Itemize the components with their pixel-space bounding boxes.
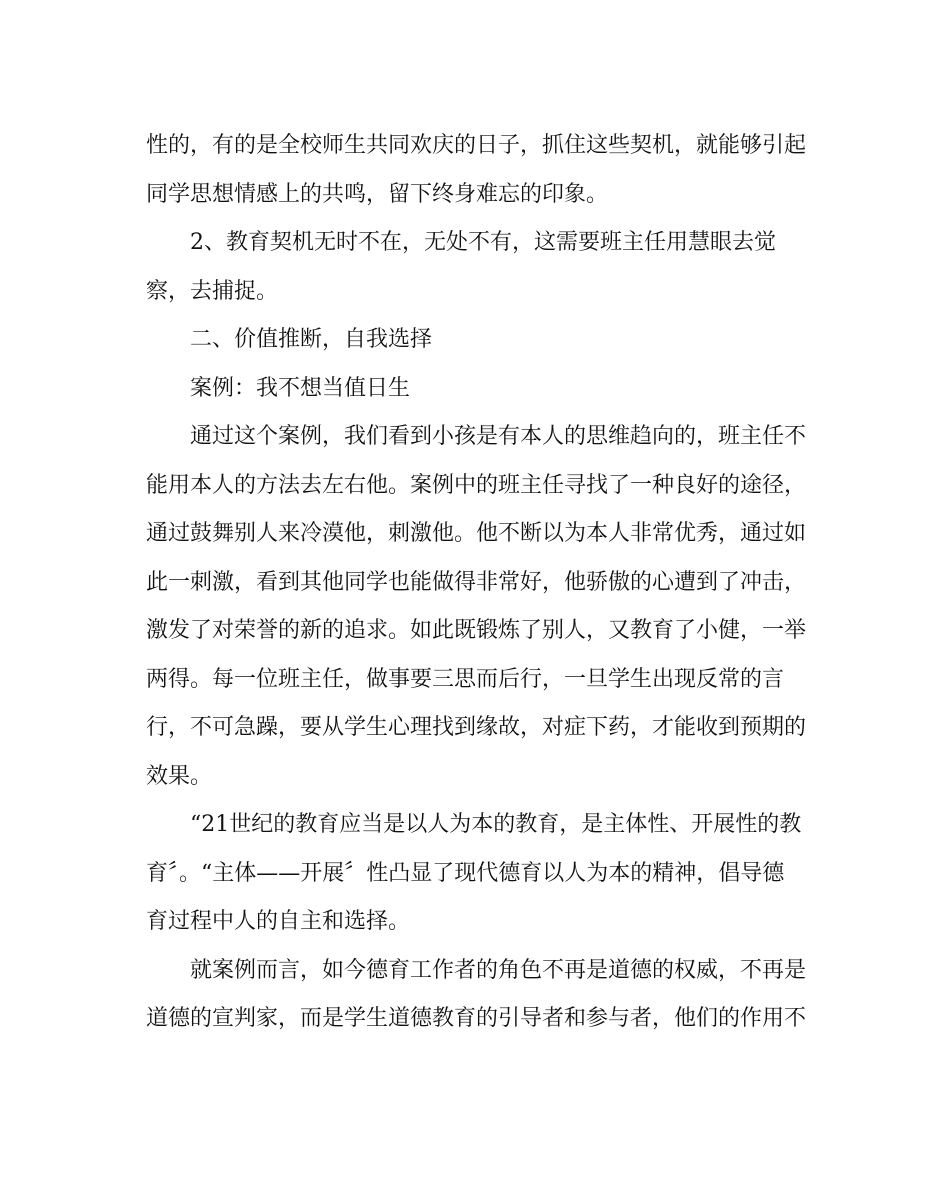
text-line: 效果。 bbox=[146, 764, 213, 789]
text-line: 激发了对荣誉的新的追求。如此既锻炼了别人，又教育了小健，一举 bbox=[146, 618, 807, 643]
text-line: 通过这个案例，我们看到小孩是有本人的思维趋向的，班主任不 bbox=[190, 424, 807, 449]
case-title: 案例：我不想当值日生 bbox=[190, 376, 411, 401]
text-line: 2、教育契机无时不在，无处不有，这需要班主任用慧眼去觉 bbox=[190, 230, 776, 255]
text-line: 行，不可急躁，要从学生心理找到缘故，对症下药，才能收到预期的 bbox=[146, 715, 807, 740]
text-line: 育过程中人的自主和选择。 bbox=[146, 909, 411, 934]
text-line: 同学思想情感上的共鸣，留下终身难忘的印象。 bbox=[146, 182, 609, 207]
text-line: 就案例而言，如今德育工作者的角色不再是道德的权威，不再是 bbox=[190, 958, 807, 983]
text-line: 此一刺激，看到其他同学也能做得非常好，他骄傲的心遭到了冲击， bbox=[146, 570, 807, 595]
text-line: 能用本人的方法去左右他。案例中的班主任寻找了一种良好的途径， bbox=[146, 473, 807, 498]
text-line: 察，去捕捉。 bbox=[146, 279, 279, 304]
section-heading: 二、价值推断，自我选择 bbox=[190, 327, 433, 352]
quote-line: 育〞。“主体——开展〞性凸显了现代德育以人为本的精神，倡导德 bbox=[146, 861, 785, 886]
text-line: 两得。每一位班主任，做事要三思而后行，一旦学生出现反常的言 bbox=[146, 667, 785, 692]
text-line: 性的，有的是全校师生共同欢庆的日子，抓住这些契机，就能够引起 bbox=[146, 133, 807, 158]
text-line: 通过鼓舞别人来冷漠他，刺激他。他不断以为本人非常优秀，通过如 bbox=[146, 521, 807, 546]
text-line: 道德的宣判家，而是学生道德教育的引导者和参与者，他们的作用不 bbox=[146, 1006, 807, 1031]
quote-line: “21世纪的教育应当是以人为本的教育，是主体性、开展性的教 bbox=[190, 812, 802, 837]
